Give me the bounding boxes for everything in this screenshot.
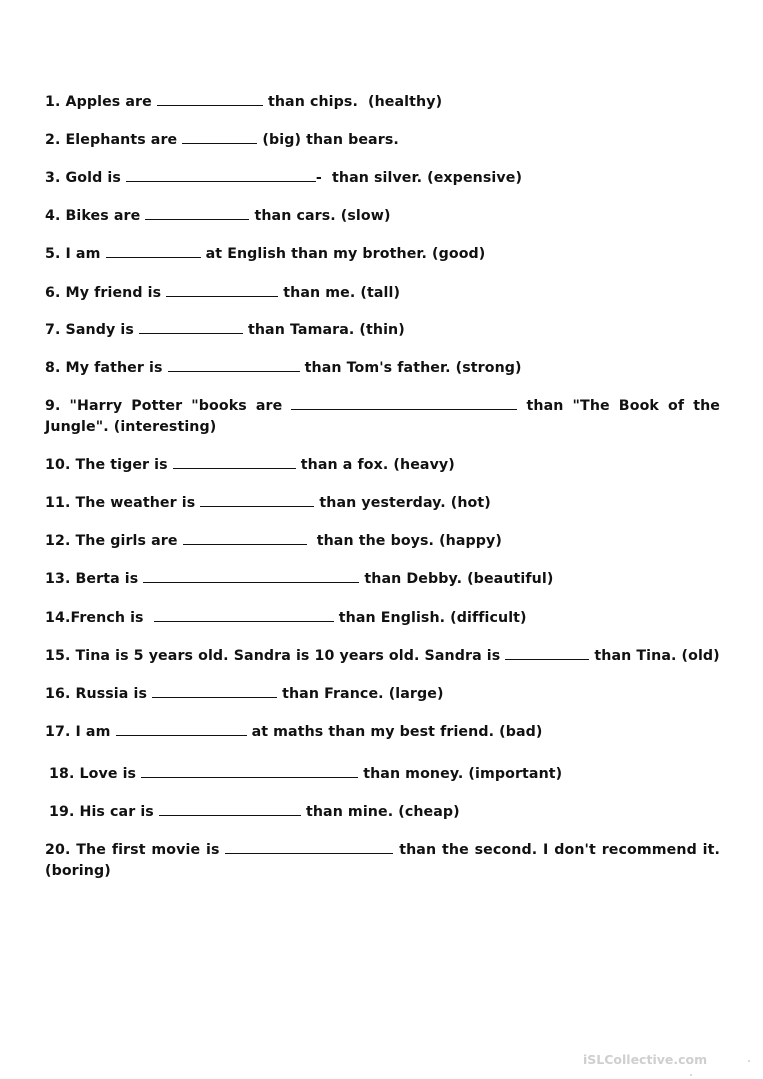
answer-blank[interactable]: [182, 131, 257, 144]
answer-blank[interactable]: [106, 245, 201, 258]
answer-blank[interactable]: [141, 765, 358, 778]
answer-blank[interactable]: [168, 359, 300, 372]
answer-blank[interactable]: [152, 685, 277, 698]
exercise-8: 8. My father is than Tom's father. (strong): [45, 360, 522, 376]
exercise-12: 12. The girls are than the boys. (happy): [45, 533, 502, 549]
answer-blank[interactable]: [200, 494, 314, 507]
exercise-4: 4. Bikes are than cars. (slow): [45, 208, 391, 224]
answer-blank[interactable]: [145, 207, 249, 220]
answer-blank[interactable]: [291, 397, 517, 410]
answer-blank[interactable]: [126, 169, 316, 182]
exercise-2: 2. Elephants are (big) than bears.: [45, 132, 399, 148]
exercise-7: 7. Sandy is than Tamara. (thin): [45, 322, 405, 338]
exercise-17: 17. I am at maths than my best friend. (bad): [45, 724, 543, 740]
answer-blank[interactable]: [166, 284, 278, 297]
decorative-dot: [748, 1060, 750, 1062]
exercise-9: 9. "Harry Potter "books are than "The Book of the Jungle". (interesting): [45, 398, 726, 435]
exercise-20: 20. The first movie is than the second. I don't recommend it. (boring): [45, 842, 726, 879]
exercise-11: 11. The weather is than yesterday. (hot): [45, 495, 491, 511]
exercise-18: 18. Love is than money. (important): [49, 766, 563, 782]
exercise-10: 10. The tiger is than a fox. (heavy): [45, 457, 455, 473]
decorative-dot: [690, 1074, 692, 1076]
answer-blank[interactable]: [139, 321, 243, 334]
exercise-5: 5. I am at English than my brother. (good): [45, 246, 486, 262]
answer-blank[interactable]: [159, 803, 301, 816]
answer-blank[interactable]: [116, 723, 247, 736]
answer-blank[interactable]: [225, 841, 393, 854]
exercise-16: 16. Russia is than France. (large): [45, 686, 444, 702]
exercise-19: 19. His car is than mine. (cheap): [49, 804, 460, 820]
answer-blank[interactable]: [157, 93, 263, 106]
answer-blank[interactable]: [173, 456, 296, 469]
exercise-15: 15. Tina is 5 years old. Sandra is 10 years old. Sandra is than Tina. (old): [45, 648, 720, 664]
exercise-1: 1. Apples are than chips. (healthy): [45, 94, 443, 110]
answer-blank[interactable]: [143, 570, 359, 583]
exercise-14: 14.French is than English. (difficult): [45, 610, 527, 626]
answer-blank[interactable]: [183, 532, 307, 545]
answer-blank[interactable]: [154, 609, 334, 622]
site-watermark: iSLCollective.com: [583, 1052, 708, 1067]
exercise-3: 3. Gold is - than silver. (expensive): [45, 170, 523, 186]
answer-blank[interactable]: [505, 647, 589, 660]
exercise-6: 6. My friend is than me. (tall): [45, 285, 401, 301]
exercise-13: 13. Berta is than Debby. (beautiful): [45, 571, 554, 587]
